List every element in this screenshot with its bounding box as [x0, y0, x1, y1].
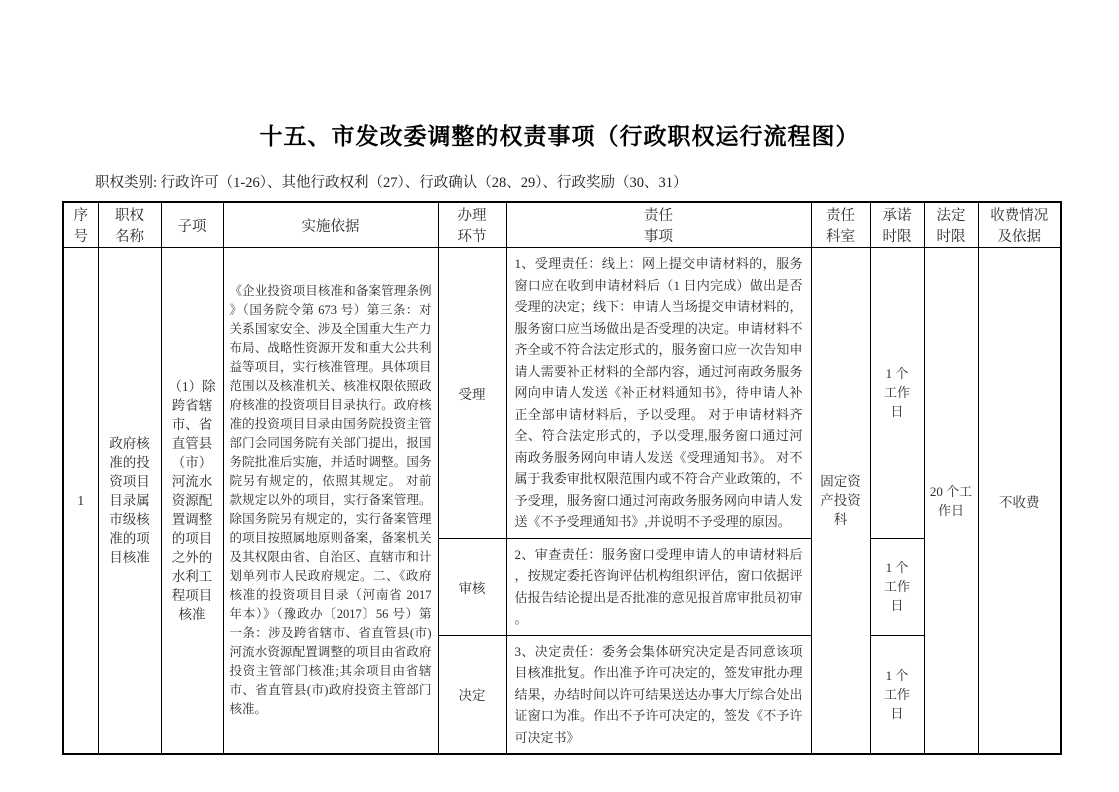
cell-promised-time-review: 1 个工作日 — [870, 538, 924, 635]
col-header-authority-name: 职权名称 — [98, 202, 161, 248]
cell-promised-time-accept: 1 个工作日 — [870, 248, 924, 539]
col-header-legal-time-limit: 法定时限 — [924, 202, 978, 248]
col-header-seq: 序号 — [63, 202, 98, 248]
table-row-accept — [63, 248, 1061, 539]
cell-promised-time-decide: 1 个工作日 — [870, 635, 924, 754]
cell-seq: 1 — [63, 248, 98, 755]
page-title: 十五、市发改委调整的权责事项（行政职权运行流程图） — [259, 124, 860, 149]
col-header-responsibility-items: 责任事项 — [506, 202, 811, 248]
cell-responsible-office: 固定资产投资科 — [811, 248, 870, 755]
cell-step-review: 审核 — [438, 538, 506, 635]
responsibility-table — [62, 201, 1062, 755]
col-header-sub-item: 子项 — [161, 202, 223, 248]
cell-authority-name: 政府核准的投资项目目录属市级核准的项目核准 — [98, 248, 161, 755]
cell-sub-item: （1）除跨省辖市、省直管县（市）河流水资源配置调整的项目之外的水利工程项目核准 — [161, 248, 223, 755]
cell-step-decide: 决定 — [438, 635, 506, 754]
table-header-row — [63, 202, 1061, 248]
cell-fee: 不收费 — [978, 248, 1061, 755]
cell-responsibility-decide: 3、决定责任：委务会集体研究决定是否同意该项目核准批复。作出准予许可决定的，签发审批办理结果，办结时间以许可结果送达办事大厅综合处出证窗口为准。作出不予许可决定的，签发《不予许可决定书》 — [506, 635, 811, 754]
cell-step-accept: 受理 — [438, 248, 506, 539]
col-header-responsible-office: 责任科室 — [811, 202, 870, 248]
cell-responsibility-accept: 1、受理责任：线上：网上提交申请材料的，服务窗口应在收到申请材料后（1 日内完成）做出是否受理的决定；线下：申请人当场提交申请材料的，服务窗口应当场做出是否受理的决定。申请材料不齐全或不符合法定形式的，服务窗口应一次告知申请人需要补正材料的全部内容，通过河南政务服务网向申请人发送《补正材料通知书》，待申请人补正全部申请材料后，予以受理。 对于申请材料齐全、符合法定形式的，予以受理,服务窗口通过河南政务服务网向申请人发送《受理通知书》。 对不属于我委审批权限范围内或不符合产业政策的，不予受理，服务窗口通过河南政务服务网向申请人发送《不予受理通知书》,并说明不予受理的原因。 — [506, 248, 811, 539]
cell-legal-time-limit: 20 个工作日 — [924, 248, 978, 755]
category-line: 职权类别: 行政许可（1-26）、其他行政权利（27）、行政确认（28、29）、行政奖励（30、31） — [95, 175, 688, 191]
col-header-processing-step: 办理环节 — [438, 202, 506, 248]
col-header-fee-and-basis: 收费情况及依据 — [978, 202, 1061, 248]
col-header-promised-time-limit: 承诺时限 — [870, 202, 924, 248]
cell-responsibility-review: 2、审查责任：服务窗口受理申请人的申请材料后，按规定委托咨询评估机构组织评估，窗口依据评估报告结论提出是否批准的意见报首席审批员初审。 — [506, 538, 811, 635]
col-header-implementation-basis: 实施依据 — [223, 202, 438, 248]
cell-implementation-basis: 《企业投资项目核准和备案管理条例》（国务院令第 673 号）第三条：对关系国家安全、涉及全国重大生产力布局、战略性资源开发和重大公共利益等项目，实行核准管理。具体项目范围以及核准机关、核准权限依照政府核准的投资项目目录执行。政府核准的投资项目目录由国务院投资主管部门会同国务院有关部门提出，报国务院批准后实施，并适时调整。国务院另有规定的，依照其规定。 对前款规定以外的项目，实行备案管理。除国务院另有规定的，实行备案管理的项目按照属地原则备案，备案机关及其权限由省、自治区、直辖市和计划单列市人民政府规定。二、《政府核准的投资项目目录（河南省 2017 年本）》（豫政办〔2017〕56 号）第一条：涉及跨省辖市、省直管县(市)河流水资源配置调整的项目由省政府投资主管部门核准;其余项目由省辖市、省直管县(市)政府投资主管部门核准。 — [223, 248, 438, 755]
